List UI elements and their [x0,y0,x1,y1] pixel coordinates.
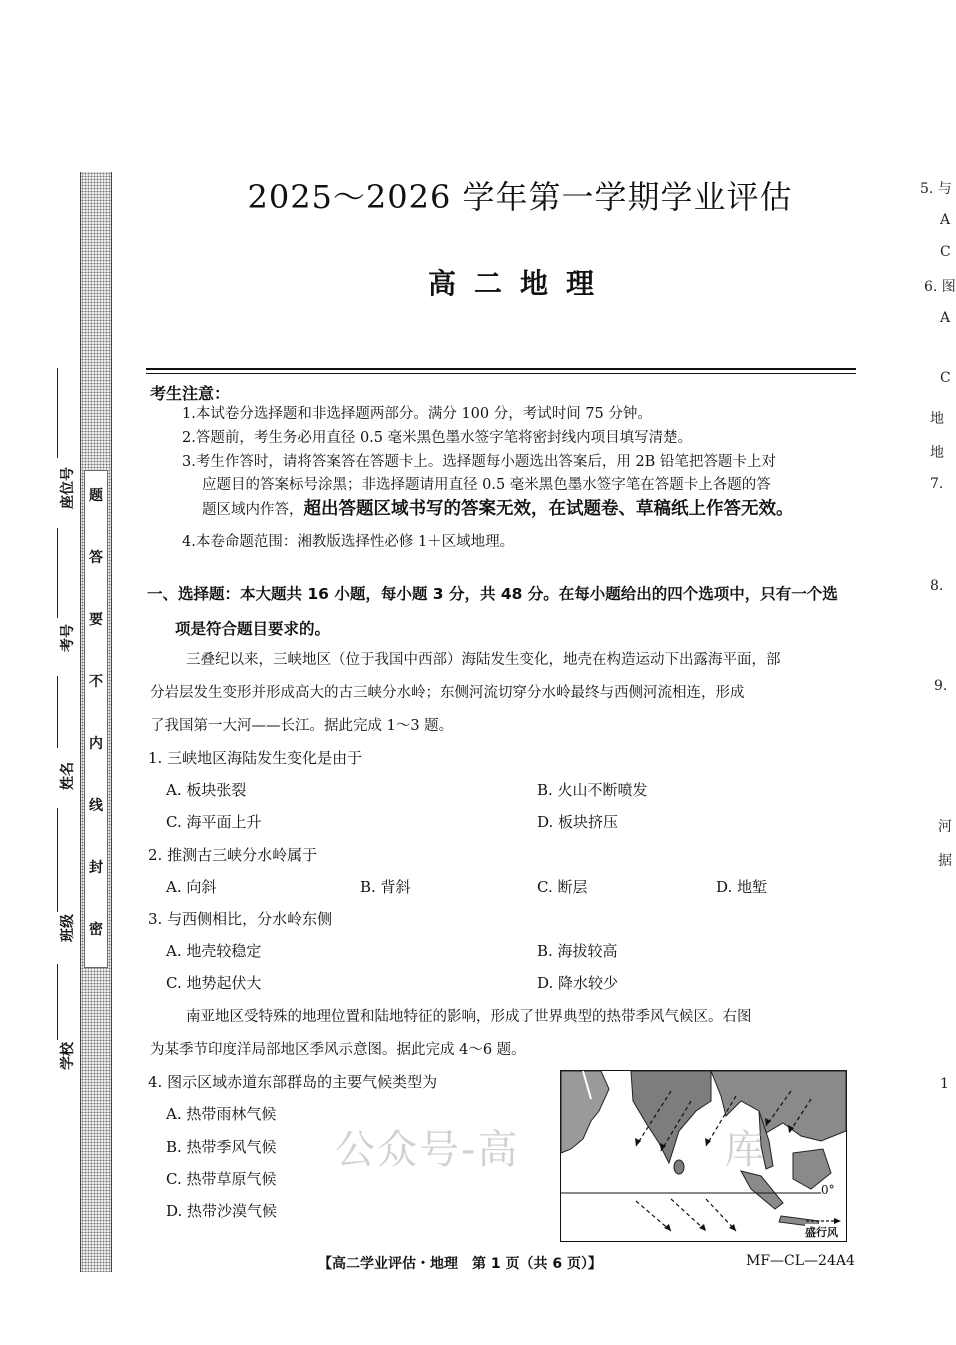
option: B. 背斜 [360,878,411,896]
watermark [335,1118,766,1175]
section-heading: 项是符合题目要求的。 [175,620,331,638]
class-label: 班级 [60,914,76,942]
arrow-head [699,1224,706,1231]
edge-text: 8. [930,578,944,594]
legend-label: 盛行风 [805,1226,838,1239]
edge-text: 据 [938,853,952,869]
option: B. 海拔较高 [537,942,618,960]
notice-line: 4.本卷命题范围：湘教版选择性必修 1＋区域地理。 [182,534,515,550]
edge-text: A [940,310,951,326]
passage-line: 分岩层发生变形并形成高大的古三峡分水岭；东侧河流切穿分水岭最终与西侧河流相连，形成 [150,685,745,701]
option: B. 火山不断喷发 [537,781,648,799]
notice-text: 题区域内作答， [202,502,304,518]
divider [146,373,856,374]
question-stem: 1. 三峡地区海陆发生变化是由于 [148,749,363,767]
option: D. 板块挤压 [537,813,619,831]
field-line [57,368,58,458]
edge-text: 1 [940,1076,949,1092]
edge-text: 5. 与 [920,181,952,197]
notice-line: 2.答题前，考生务必用直径 0.5 毫米黑色墨水签字笔将密封线内项目填写清楚。 [182,430,693,446]
seal-line-box [84,470,108,968]
option: D. 地堑 [716,878,768,896]
notice-heading: 考生注意： [150,384,231,403]
seal-char: 密 [89,922,103,938]
notice-emphasis: 超出答题区域书写的答案无效，在试题卷、草稿纸上作答无效。 [303,499,794,519]
footer-code: MF—CL—24A4 [746,1253,855,1269]
notice-line: 应题目的答案标号涂黑；非选择题请用直径 0.5 毫米黑色墨水签字笔在答题卡上各题的答 [202,477,771,493]
passage-line: 南亚地区受特殊的地理位置和陆地特征的影响，形成了世界典型的热带季风气候区。右图 [186,1009,752,1025]
notice-line: 3.考生作答时，请将答案答在答题卡上。选择题每小题选出答案后，用 2B 铅笔把答题卡上对 [182,454,776,470]
arrow-head [664,1224,671,1231]
notice-line: 1.本试卷分选择题和非选择题两部分。满分 100 分，考试时间 75 分钟。 [182,406,652,422]
option: B. 热带季风气候 [166,1138,277,1156]
island [741,1171,783,1209]
seal-char: 内 [89,736,103,752]
field-line [57,676,58,748]
option: D. 降水较少 [537,974,619,992]
seal-char: 要 [89,612,103,628]
option: A. 向斜 [166,878,217,896]
question-stem: 4. 图示区域赤道东部群岛的主要气候类型为 [148,1073,438,1091]
notice-line [202,498,794,521]
school-label: 学校 [60,1042,76,1070]
watermark-text: 库 [724,1127,767,1173]
option: A. 热带雨林气候 [166,1105,277,1123]
section-heading: 一、选择题：本大题共 16 小题，每小题 3 分，共 48 分。在每小题给出的四个选项中，只有一个选 [147,585,838,603]
passage-line: 三叠纪以来，三峡地区（位于我国中西部）海陆发生变化，地壳在构造运动下出露海平面，部 [186,652,781,668]
edge-text: 河 [938,819,952,835]
seal-char: 题 [89,488,103,504]
page-title: 2025～2026 学年第一学期学业评估 [247,178,793,216]
seal-char: 封 [89,860,103,876]
option: C. 断层 [537,878,588,896]
seal-char: 答 [89,550,103,566]
equator-label: 0° [821,1183,835,1197]
edge-text: C [940,244,951,260]
passage-line: 了我国第一大河——长江。据此完成 1～3 题。 [150,718,454,734]
wind-arrow [636,1201,671,1231]
edge-text: C [940,370,951,386]
option: C. 海平面上升 [166,813,262,831]
footer-page-info: 【高二学业评估・地理 第 1 页（共 6 页）】 [318,1256,602,1272]
option: C. 地势起伏大 [166,974,262,992]
question-stem: 2. 推测古三峡分水岭属于 [148,846,318,864]
option: D. 热带沙漠气候 [166,1202,278,1220]
exam-number-label: 考号 [60,624,76,652]
watermark-text: 公众号-高 [335,1127,520,1173]
seal-char: 线 [89,798,103,814]
seat-number-label: 座位号 [60,467,76,509]
option: C. 热带草原气候 [166,1170,277,1188]
edge-text: A [940,212,951,228]
wind-arrow [671,1199,706,1231]
edge-text: 地 [930,445,944,461]
passage-line: 为某季节印度洋局部地区季风示意图。据此完成 4～6 题。 [150,1042,526,1058]
divider [146,368,856,370]
name-label: 姓名 [60,762,76,790]
edge-text: 9. [934,678,948,694]
option: A. 地壳较稳定 [166,942,262,960]
option: A. 板块张裂 [166,781,247,799]
edge-text: 7. [930,476,944,492]
edge-text: 地 [930,411,944,427]
edge-text: 6. 图 [924,279,956,295]
field-line [57,808,58,912]
field-line [57,528,58,618]
seal-char: 不 [89,674,103,690]
question-stem: 3. 与西侧相比，分水岭东侧 [148,910,333,928]
subject-title: 高二地理 [427,267,612,300]
